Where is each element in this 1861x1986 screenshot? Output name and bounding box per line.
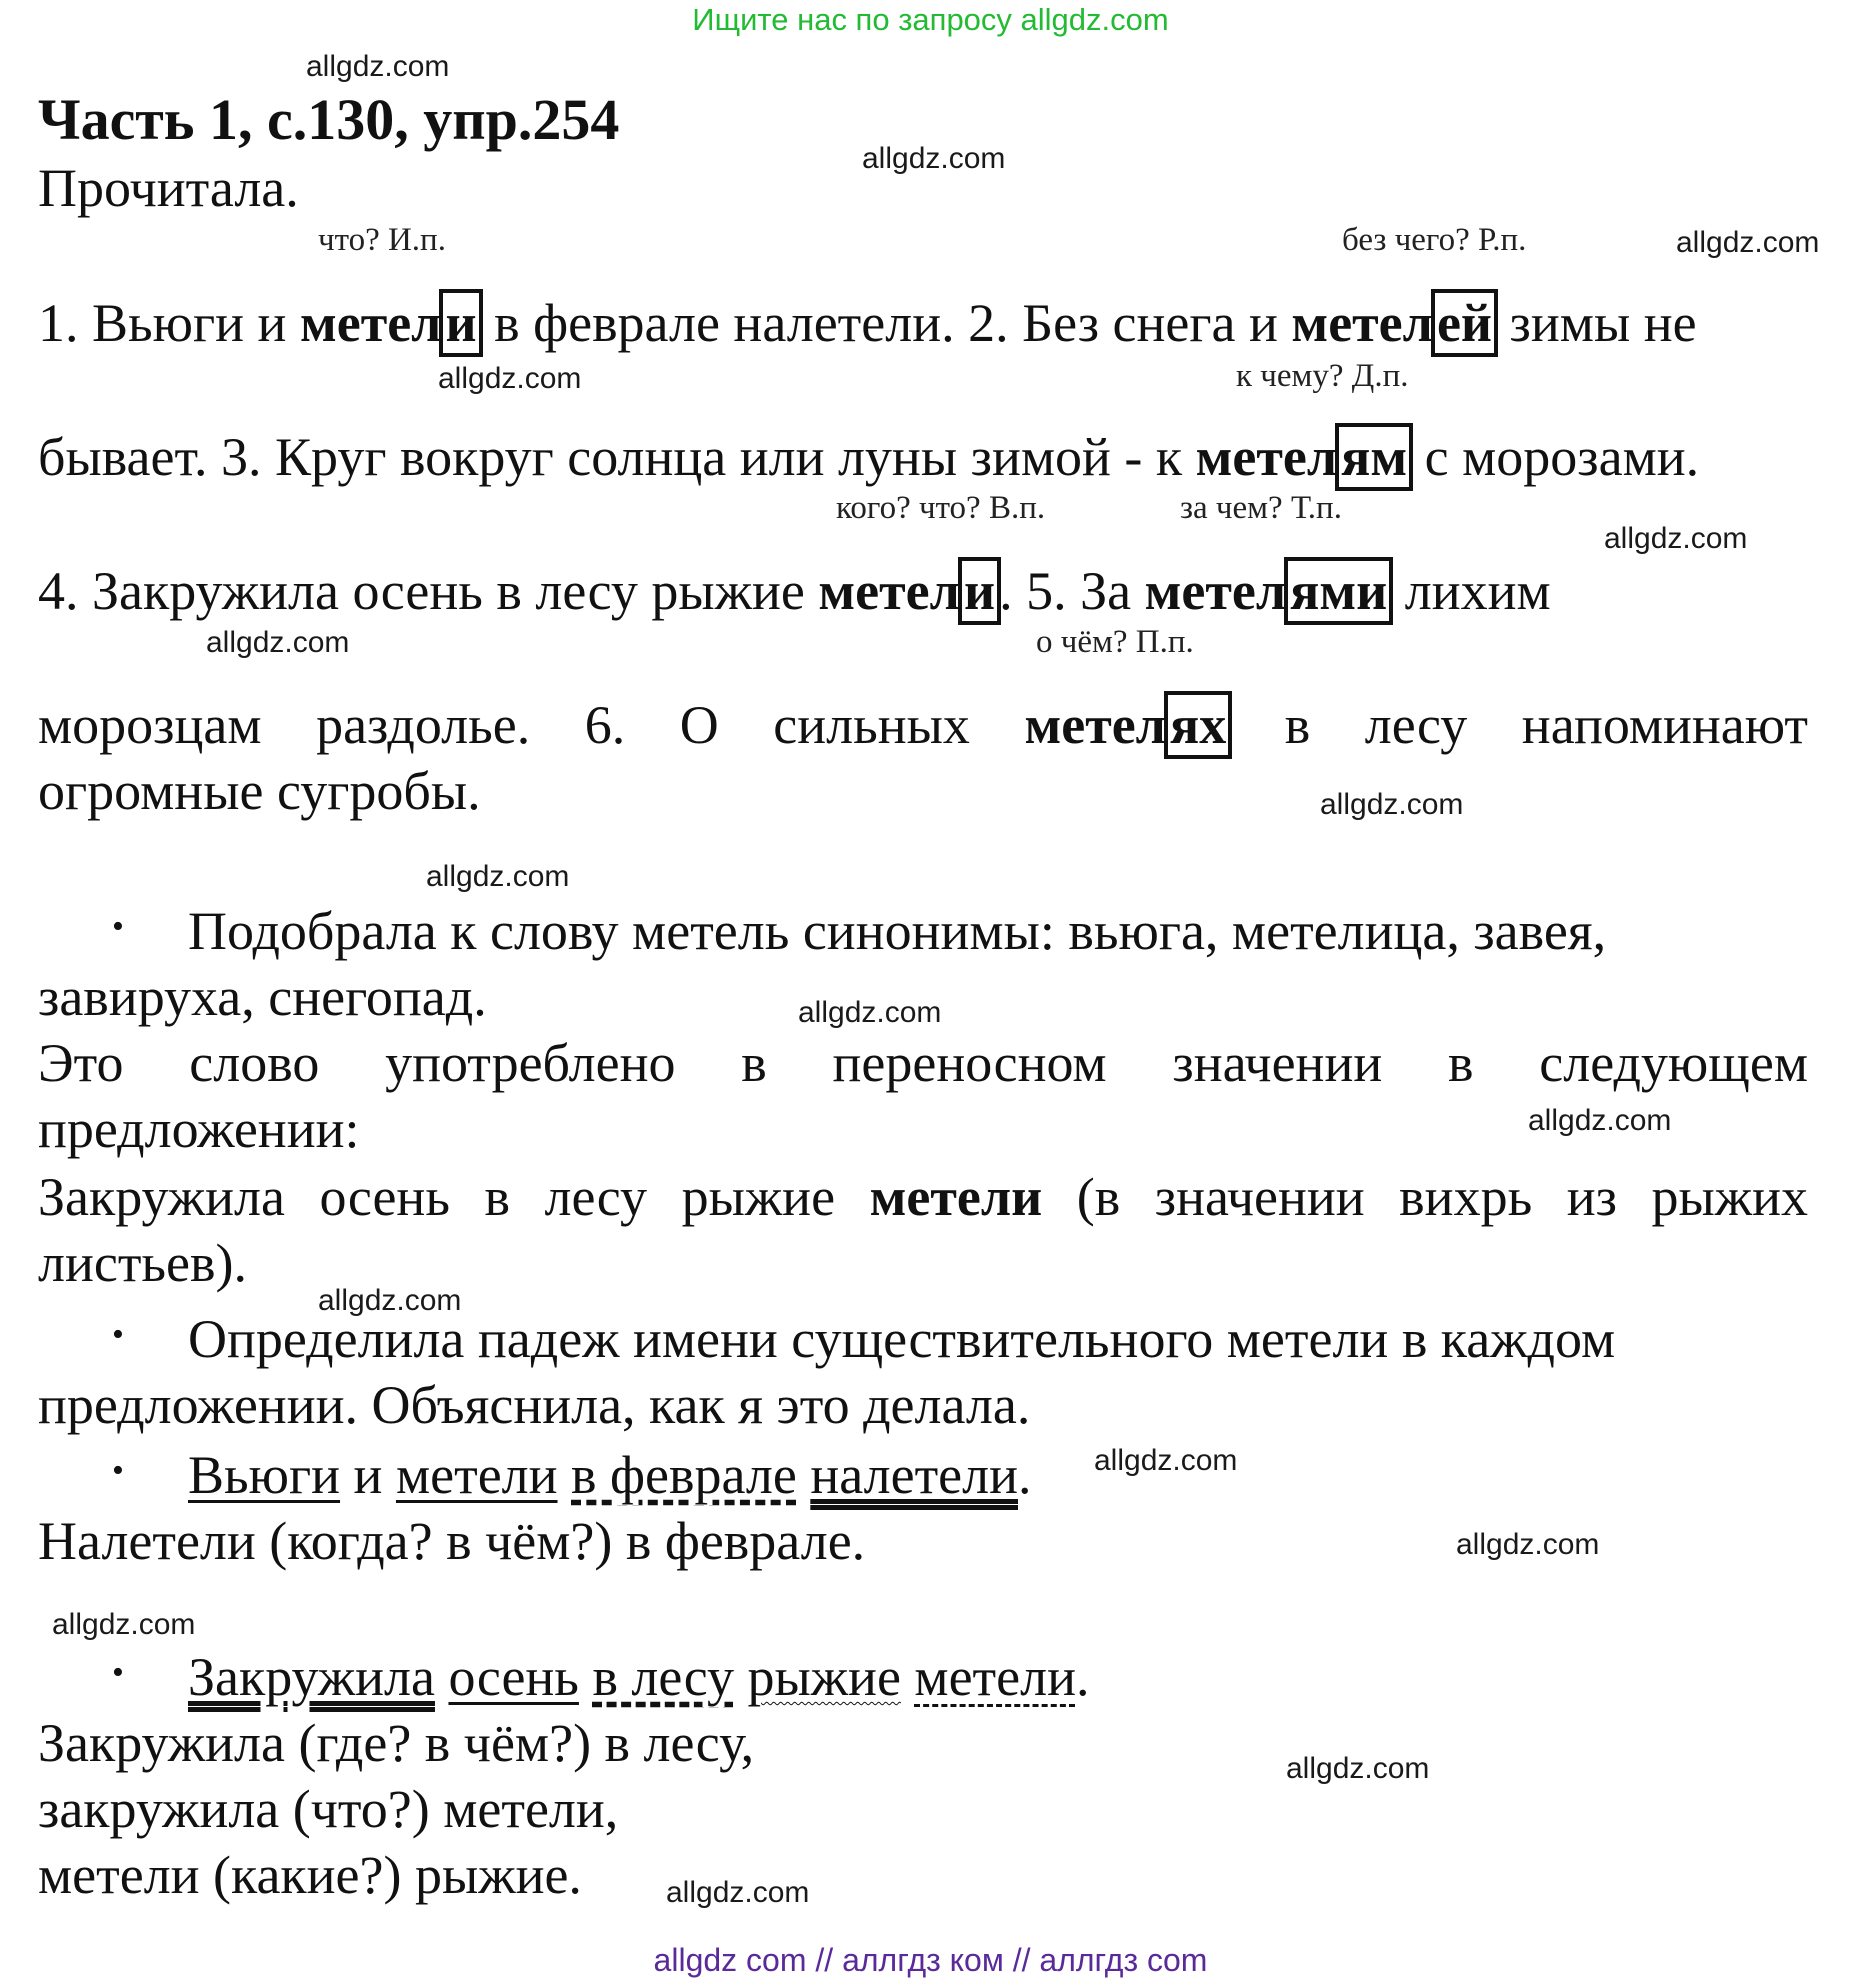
watermark: allgdz.com (1528, 1104, 1672, 1137)
parse-2-space-1 (435, 1647, 449, 1707)
word-meteli-stem-5: метел (1144, 561, 1287, 621)
parse-1-space-1 (558, 1445, 572, 1505)
synonyms-line-1: Подобрала к слову метель синонимы: вьюга, метелица, завея, (188, 901, 1607, 961)
parse-1-subject-2: метели (395, 1445, 558, 1505)
parse-2-predicate: Закружила (188, 1647, 435, 1707)
ending-box-4: и (958, 557, 1001, 625)
watermark: allgdz.com (1094, 1444, 1238, 1477)
case-task-line-2: предложении. Объяснила, как я это делала. (38, 1375, 1031, 1435)
sentence-1-suffix: в феврале налетели. 2. Без снега и (480, 293, 1292, 353)
sentence-5-prefix: . 5. За (999, 561, 1145, 621)
watermark: allgdz.com (318, 1284, 462, 1317)
ending-box-1: и (439, 289, 482, 357)
case-note-prepositional: о чём? П.п. (1036, 624, 1194, 660)
case-note-nominative: что? И.п. (318, 222, 446, 258)
figurative-line-3 (38, 1164, 1808, 1230)
word-meteli-stem-3: метел (1195, 427, 1338, 487)
ending-box-6: ях (1164, 691, 1232, 759)
sentence-line-4 (38, 692, 1808, 758)
watermark: allgdz.com (1676, 226, 1820, 259)
sentence-3-suffix: с морозами. (1411, 427, 1700, 487)
intro-text: Прочитала. (38, 158, 299, 218)
watermark: allgdz.com (1320, 788, 1464, 821)
ending-box-5: ями (1284, 557, 1393, 625)
parse-2-subject: осень (448, 1647, 579, 1707)
word-meteli-stem-4: метел (818, 561, 960, 621)
parse-1-explain: Налетели (когда? в чём?) в феврале. (38, 1511, 866, 1571)
bullet-parse-2: • (112, 1654, 124, 1691)
bullet-parse-1: • (112, 1452, 124, 1489)
watermark: allgdz.com (438, 362, 582, 395)
watermark: allgdz.com (798, 996, 942, 1029)
parse-1-conj: и (340, 1445, 396, 1505)
figurative-line-1: Это слово употреблено в переносном значении в следующем (38, 1033, 1808, 1093)
watermark: allgdz.com (1286, 1752, 1430, 1785)
watermark: allgdz.com (666, 1876, 810, 1909)
watermark: allgdz.com (1604, 522, 1748, 555)
sentence-line-3 (38, 558, 1551, 624)
case-note-accusative: кого? что? В.п. (836, 490, 1046, 526)
case-task-line-1: Определила падеж имени существительного метели в каждом (188, 1309, 1616, 1369)
parse-2-space-3 (734, 1647, 748, 1707)
parse-2-space-4 (901, 1647, 915, 1707)
bullet-case-task: • (112, 1316, 124, 1353)
parse-2-adverbial: в лесу (592, 1647, 734, 1707)
parse-2-attribute: рыжие (747, 1647, 901, 1707)
bullet-synonyms: • (112, 908, 124, 945)
ending-box-3: ям (1335, 423, 1413, 491)
ending-box-2: ей (1431, 289, 1498, 357)
sentence-line-1 (38, 290, 1697, 356)
case-note-genitive: без чего? Р.п. (1342, 222, 1527, 258)
figurative-line-2: предложении: (38, 1099, 360, 1159)
sentence-3-prefix: бывает. 3. Круг вокруг солнца или луны зимой - к (38, 427, 1196, 487)
parse-2-sentence (188, 1644, 1089, 1710)
watermark: allgdz.com (426, 860, 570, 893)
top-banner: Ищите нас по запросу allgdz.com (692, 2, 1169, 37)
parse-1-adverbial: в феврале (571, 1445, 797, 1505)
sentence-1-prefix: 1. Вьюги и (38, 293, 300, 353)
parse-1-predicate: налетели (810, 1445, 1018, 1505)
parse-2-explain-2: закружила (что?) метели, (38, 1779, 619, 1839)
page-title: Часть 1, с.130, упр.254 (38, 87, 620, 152)
watermark: allgdz.com (52, 1608, 196, 1641)
parse-2-object: метели (914, 1647, 1076, 1707)
word-meteli-stem-1: метел (299, 293, 442, 353)
word-meteli-stem-2: метел (1291, 293, 1433, 353)
parse-1-space-2 (797, 1445, 811, 1505)
figurative-line-3-suffix: (в значении вихрь из рыжих (1042, 1167, 1808, 1227)
parse-2-explain-3: метели (какие?) рыжие. (38, 1845, 582, 1905)
case-note-dative: к чему? Д.п. (1236, 358, 1409, 394)
synonyms-line-2: завируха, снегопад. (38, 967, 487, 1027)
footer-watermark: allgdz com // аллгдз ком // аллгдз com (653, 1942, 1208, 1978)
sentence-2-suffix: зимы не (1496, 293, 1697, 353)
sentence-6-prefix: морозцам раздолье. 6. О сильных (38, 695, 1025, 755)
parse-2-period: . (1075, 1647, 1090, 1707)
word-meteli-stem-6: метел (1024, 695, 1166, 755)
watermark: allgdz.com (306, 50, 450, 83)
sentence-6-suffix: в лесу напоминают (1230, 695, 1808, 755)
sentence-line-5: огромные сугробы. (38, 761, 481, 821)
watermark: allgdz.com (206, 626, 350, 659)
parse-2-explain-1: Закружила (где? в чём?) в лесу, (38, 1713, 755, 1773)
watermark: allgdz.com (1456, 1528, 1600, 1561)
parse-2-space-2 (579, 1647, 593, 1707)
figurative-word-meteli: метели (869, 1167, 1043, 1227)
sentence-line-2 (38, 424, 1699, 490)
case-note-instrumental: за чем? Т.п. (1180, 490, 1342, 526)
parse-1-period: . (1018, 1445, 1032, 1505)
figurative-line-4: листьев). (38, 1233, 247, 1293)
sentence-4-prefix: 4. Закружила осень в лесу рыжие (38, 561, 819, 621)
parse-1-subject-1: Вьюги (188, 1445, 341, 1505)
watermark: allgdz.com (862, 142, 1006, 175)
parse-1-sentence (188, 1442, 1032, 1508)
figurative-line-3-prefix: Закружила осень в лесу рыжие (38, 1167, 870, 1227)
sentence-5-suffix: лихим (1391, 561, 1551, 621)
